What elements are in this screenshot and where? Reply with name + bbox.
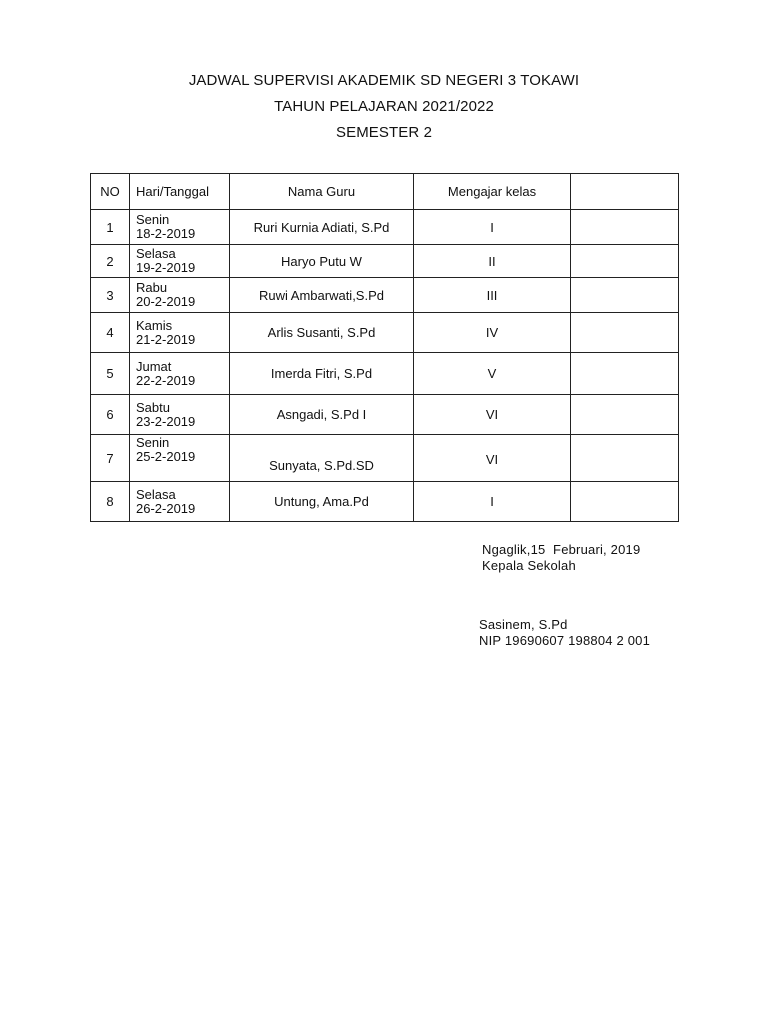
cell-day-date	[130, 278, 230, 313]
cell-extra	[571, 210, 679, 245]
cell-no: 1	[91, 210, 130, 245]
cell-day: Jumat	[136, 358, 172, 374]
col-header-day-date: Hari/Tanggal	[130, 174, 230, 210]
cell-day-date	[130, 395, 230, 435]
table-row	[91, 353, 679, 395]
cell-date: 21-2-2019	[136, 331, 196, 347]
col-header-teacher: Nama Guru	[230, 174, 414, 210]
cell-teacher-text: Sunyata, S.Pd.SD	[269, 458, 374, 473]
cell-extra	[571, 353, 679, 395]
cell-no: 3	[91, 278, 130, 313]
cell-no: 7	[91, 435, 130, 482]
cell-date: 22-2-2019	[136, 372, 196, 388]
semester: SEMESTER 2	[335, 124, 433, 141]
cell-no: 6	[91, 395, 130, 435]
table-header-row	[91, 174, 679, 210]
cell-class: I	[414, 482, 571, 522]
cell-class-text: VI	[485, 452, 499, 467]
cell-extra	[571, 435, 679, 482]
col-header-class: Mengajar kelas	[414, 174, 571, 210]
table-row	[91, 313, 679, 353]
table-row	[91, 245, 679, 278]
cell-day-date	[130, 482, 230, 522]
cell-day: Senin	[136, 212, 170, 227]
cell-day-date	[130, 353, 230, 395]
cell-date: 26-2-2019	[136, 500, 196, 516]
cell-extra	[571, 313, 679, 353]
cell-class: V	[414, 353, 571, 395]
cell-no: 4	[91, 313, 130, 353]
cell-teacher: Imerda Fitri, S.Pd	[230, 353, 414, 395]
principal-name: Sasinem, S.Pd	[479, 617, 568, 632]
cell-extra	[571, 395, 679, 435]
cell-date: 23-2-2019	[136, 413, 196, 429]
cell-teacher	[230, 435, 414, 482]
cell-extra	[571, 278, 679, 313]
table-row	[91, 395, 679, 435]
col-header-no: NO	[91, 174, 130, 210]
cell-day: Selasa	[136, 246, 176, 261]
cell-teacher: Ruwi Ambarwati,S.Pd	[230, 278, 414, 313]
col-header-extra	[571, 174, 679, 210]
cell-day-date	[130, 210, 230, 245]
document-title: JADWAL SUPERVISI AKADEMIK SD NEGERI 3 TOKAWI	[188, 72, 580, 89]
supervision-schedule-table	[90, 173, 679, 522]
cell-date: 18-2-2019	[136, 226, 196, 241]
signature-footer	[479, 617, 650, 649]
cell-extra	[571, 482, 679, 522]
cell-teacher: Haryo Putu W	[230, 245, 414, 278]
cell-teacher: Asngadi, S.Pd I	[230, 395, 414, 435]
cell-date: 25-2-2019	[136, 449, 196, 464]
cell-extra	[571, 245, 679, 278]
cell-day-date	[130, 245, 230, 278]
cell-day: Selasa	[136, 486, 176, 502]
signature-header	[482, 542, 640, 574]
principal-nip: NIP 19690607 198804 2 001	[479, 633, 651, 648]
cell-no: 8	[91, 482, 130, 522]
cell-class: IV	[414, 313, 571, 353]
cell-day: Rabu	[136, 280, 168, 295]
cell-class: VI	[414, 395, 571, 435]
cell-class: III	[414, 278, 571, 313]
table-row	[91, 210, 679, 245]
cell-day: Kamis	[136, 317, 173, 333]
signature-role: Kepala Sekolah	[482, 558, 576, 573]
table-row	[91, 278, 679, 313]
cell-day: Senin	[136, 435, 170, 450]
cell-no: 5	[91, 353, 130, 395]
cell-day-date	[130, 435, 230, 482]
signature-place-date: Ngaglik,15 Februari, 2019	[482, 542, 641, 557]
cell-teacher: Untung, Ama.Pd	[230, 482, 414, 522]
cell-teacher: Ruri Kurnia Adiati, S.Pd	[230, 210, 414, 245]
cell-class: II	[414, 245, 571, 278]
cell-day: Sabtu	[136, 399, 170, 415]
cell-no: 2	[91, 245, 130, 278]
cell-day-date	[130, 313, 230, 353]
cell-date: 19-2-2019	[136, 260, 196, 275]
academic-year: TAHUN PELAJARAN 2021/2022	[274, 98, 494, 115]
table-row	[91, 435, 679, 482]
table-row	[91, 482, 679, 522]
cell-class: I	[414, 210, 571, 245]
cell-class	[414, 435, 571, 482]
cell-date: 20-2-2019	[136, 294, 196, 309]
cell-teacher: Arlis Susanti, S.Pd	[230, 313, 414, 353]
